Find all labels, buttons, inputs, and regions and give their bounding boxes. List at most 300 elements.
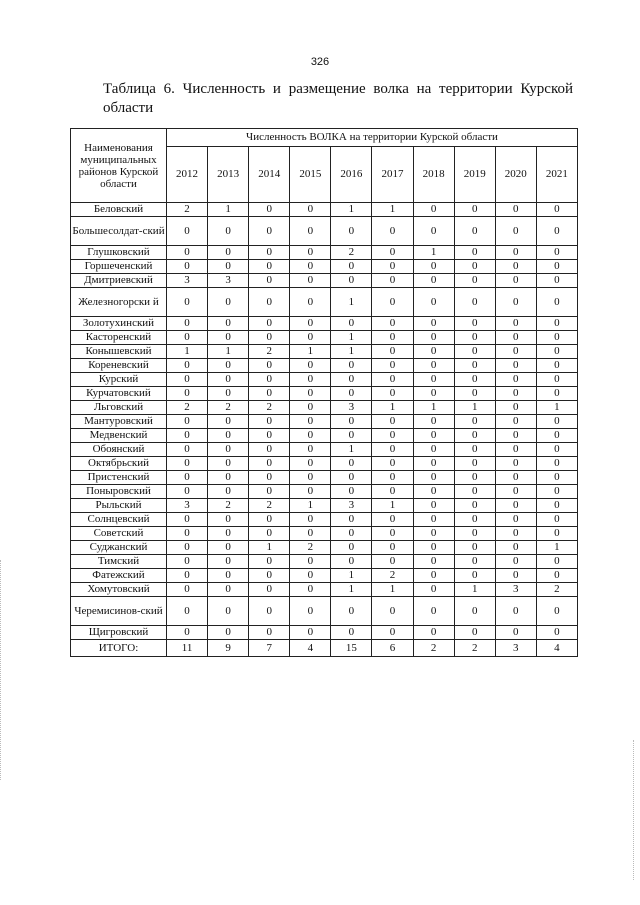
count-cell: 0 (536, 317, 577, 331)
table-row (71, 274, 578, 288)
count-cell: 0 (331, 457, 372, 471)
table-row (71, 217, 578, 246)
population-group-header: Численность ВОЛКА на территории Курской области (167, 129, 578, 147)
count-cell: 0 (495, 317, 536, 331)
count-cell: 0 (290, 443, 331, 457)
count-cell: 0 (167, 597, 208, 626)
count-cell: 1 (208, 203, 249, 217)
count-cell: 0 (208, 359, 249, 373)
count-cell: 0 (372, 597, 413, 626)
page-number: 326 (310, 56, 330, 68)
count-cell: 0 (249, 429, 290, 443)
count-cell: 0 (167, 217, 208, 246)
count-cell: 0 (290, 471, 331, 485)
count-cell: 0 (372, 443, 413, 457)
count-cell: 0 (454, 203, 495, 217)
count-cell: 0 (167, 288, 208, 317)
total-cell: 4 (536, 640, 577, 657)
count-cell: 0 (167, 317, 208, 331)
count-cell: 0 (331, 359, 372, 373)
count-cell: 0 (495, 288, 536, 317)
count-cell: 0 (331, 429, 372, 443)
count-cell: 0 (290, 331, 331, 345)
count-cell: 0 (536, 527, 577, 541)
count-cell: 3 (331, 499, 372, 513)
count-cell: 0 (536, 626, 577, 640)
count-cell: 0 (290, 203, 331, 217)
count-cell: 0 (454, 527, 495, 541)
count-cell: 0 (290, 429, 331, 443)
count-cell: 0 (167, 373, 208, 387)
count-cell: 0 (290, 597, 331, 626)
table-row (71, 429, 578, 443)
count-cell: 0 (536, 345, 577, 359)
district-name: Хомутовский (71, 583, 167, 597)
count-cell: 0 (167, 457, 208, 471)
district-name: Черемисинов-ский (71, 597, 167, 626)
count-cell: 0 (495, 331, 536, 345)
table-row (71, 317, 578, 331)
count-cell: 0 (454, 499, 495, 513)
table-row (71, 499, 578, 513)
count-cell: 0 (290, 217, 331, 246)
district-name: Фатежский (71, 569, 167, 583)
count-cell: 2 (167, 401, 208, 415)
count-cell: 1 (331, 443, 372, 457)
table-row (71, 513, 578, 527)
count-cell: 0 (413, 583, 454, 597)
count-cell: 0 (372, 288, 413, 317)
count-cell: 1 (454, 401, 495, 415)
count-cell: 0 (167, 513, 208, 527)
count-cell: 0 (413, 387, 454, 401)
count-cell: 0 (208, 583, 249, 597)
count-cell: 0 (413, 527, 454, 541)
count-cell: 1 (249, 541, 290, 555)
count-cell: 0 (536, 260, 577, 274)
count-cell: 1 (290, 499, 331, 513)
count-cell: 0 (249, 555, 290, 569)
count-cell: 0 (372, 429, 413, 443)
count-cell: 0 (413, 288, 454, 317)
district-name: Кореневский (71, 359, 167, 373)
count-cell: 0 (495, 274, 536, 288)
count-cell: 0 (331, 387, 372, 401)
count-cell: 0 (290, 288, 331, 317)
total-label: ИТОГО: (71, 640, 167, 657)
count-cell: 0 (208, 288, 249, 317)
district-name: Поныровский (71, 485, 167, 499)
count-cell: 0 (249, 527, 290, 541)
count-cell: 0 (372, 541, 413, 555)
count-cell: 0 (454, 217, 495, 246)
count-cell: 0 (413, 471, 454, 485)
count-cell: 2 (208, 401, 249, 415)
count-cell: 3 (495, 583, 536, 597)
count-cell: 0 (208, 443, 249, 457)
year-header: 2015 (290, 147, 331, 203)
district-column-header: Наименования муниципальных районов Курской области (71, 129, 167, 203)
total-cell: 6 (372, 640, 413, 657)
table-row (71, 387, 578, 401)
count-cell: 0 (454, 513, 495, 527)
year-header: 2020 (495, 147, 536, 203)
count-cell: 1 (372, 499, 413, 513)
count-cell: 0 (536, 485, 577, 499)
total-cell: 2 (413, 640, 454, 657)
count-cell: 0 (454, 260, 495, 274)
count-cell: 0 (249, 569, 290, 583)
count-cell: 1 (536, 541, 577, 555)
count-cell: 0 (167, 541, 208, 555)
count-cell: 0 (454, 246, 495, 260)
total-cell: 4 (290, 640, 331, 657)
table-row (71, 527, 578, 541)
count-cell: 0 (495, 401, 536, 415)
count-cell: 0 (290, 569, 331, 583)
count-cell: 0 (413, 359, 454, 373)
count-cell: 0 (331, 471, 372, 485)
count-cell: 0 (454, 569, 495, 583)
count-cell: 1 (290, 345, 331, 359)
table-row (71, 260, 578, 274)
count-cell: 0 (208, 597, 249, 626)
count-cell: 0 (249, 359, 290, 373)
total-cell: 15 (331, 640, 372, 657)
count-cell: 0 (454, 331, 495, 345)
count-cell: 0 (208, 471, 249, 485)
count-cell: 0 (249, 203, 290, 217)
count-cell: 0 (249, 443, 290, 457)
count-cell: 0 (495, 443, 536, 457)
count-cell: 0 (167, 415, 208, 429)
count-cell: 0 (208, 373, 249, 387)
district-name: Глушковский (71, 246, 167, 260)
count-cell: 0 (249, 387, 290, 401)
count-cell: 0 (454, 415, 495, 429)
count-cell: 0 (495, 457, 536, 471)
count-cell: 0 (290, 317, 331, 331)
count-cell: 0 (249, 288, 290, 317)
district-name: Золотухинский (71, 317, 167, 331)
count-cell: 0 (536, 373, 577, 387)
district-name: Солнцевский (71, 513, 167, 527)
count-cell: 0 (167, 359, 208, 373)
count-cell: 0 (167, 246, 208, 260)
count-cell: 0 (331, 485, 372, 499)
count-cell: 0 (208, 626, 249, 640)
count-cell: 0 (167, 485, 208, 499)
count-cell: 0 (495, 359, 536, 373)
count-cell: 3 (331, 401, 372, 415)
district-name: Конышевский (71, 345, 167, 359)
count-cell: 0 (249, 583, 290, 597)
table-row (71, 485, 578, 499)
count-cell: 0 (413, 597, 454, 626)
table-row (71, 345, 578, 359)
count-cell: 0 (372, 345, 413, 359)
count-cell: 0 (413, 626, 454, 640)
table-row (71, 443, 578, 457)
district-name: Курский (71, 373, 167, 387)
count-cell: 0 (249, 457, 290, 471)
count-cell: 0 (413, 203, 454, 217)
count-cell: 0 (413, 457, 454, 471)
count-cell: 0 (536, 331, 577, 345)
count-cell: 0 (331, 541, 372, 555)
count-cell: 1 (413, 401, 454, 415)
count-cell: 0 (249, 217, 290, 246)
count-cell: 0 (167, 626, 208, 640)
count-cell: 0 (208, 331, 249, 345)
total-row (71, 640, 578, 657)
count-cell: 1 (331, 331, 372, 345)
count-cell: 0 (290, 457, 331, 471)
count-cell: 0 (208, 555, 249, 569)
count-cell: 0 (536, 457, 577, 471)
count-cell: 0 (372, 485, 413, 499)
count-cell: 0 (208, 527, 249, 541)
table-row (71, 331, 578, 345)
total-cell: 2 (454, 640, 495, 657)
count-cell: 0 (249, 260, 290, 274)
count-cell: 0 (372, 387, 413, 401)
count-cell: 2 (249, 345, 290, 359)
count-cell: 0 (208, 217, 249, 246)
count-cell: 0 (249, 471, 290, 485)
count-cell: 2 (208, 499, 249, 513)
count-cell: 0 (536, 569, 577, 583)
count-cell: 0 (331, 373, 372, 387)
count-cell: 0 (454, 457, 495, 471)
count-cell: 0 (413, 569, 454, 583)
count-cell: 0 (495, 527, 536, 541)
table-row (71, 555, 578, 569)
count-cell: 0 (495, 217, 536, 246)
count-cell: 0 (208, 513, 249, 527)
count-cell: 0 (536, 429, 577, 443)
count-cell: 0 (454, 485, 495, 499)
table-row (71, 626, 578, 640)
table-row (71, 583, 578, 597)
count-cell: 0 (249, 246, 290, 260)
count-cell: 0 (208, 246, 249, 260)
count-cell: 1 (372, 203, 413, 217)
count-cell: 0 (413, 260, 454, 274)
year-header: 2018 (413, 147, 454, 203)
count-cell: 0 (495, 260, 536, 274)
district-name: Мантуровский (71, 415, 167, 429)
count-cell: 0 (249, 415, 290, 429)
count-cell: 0 (454, 626, 495, 640)
count-cell: 0 (372, 260, 413, 274)
count-cell: 0 (413, 429, 454, 443)
count-cell: 1 (331, 345, 372, 359)
count-cell: 1 (331, 583, 372, 597)
district-name: Большесолдат-ский (71, 217, 167, 246)
year-header: 2021 (536, 147, 577, 203)
count-cell: 0 (372, 217, 413, 246)
count-cell: 0 (454, 471, 495, 485)
count-cell: 0 (413, 373, 454, 387)
count-cell: 0 (372, 457, 413, 471)
count-cell: 0 (536, 246, 577, 260)
district-name: Касторенский (71, 331, 167, 345)
year-header: 2017 (372, 147, 413, 203)
count-cell: 0 (413, 541, 454, 555)
count-cell: 0 (372, 527, 413, 541)
count-cell: 0 (536, 443, 577, 457)
count-cell: 0 (536, 387, 577, 401)
count-cell: 0 (167, 471, 208, 485)
district-name: Пристенский (71, 471, 167, 485)
count-cell: 0 (454, 373, 495, 387)
count-cell: 1 (413, 246, 454, 260)
count-cell: 0 (454, 274, 495, 288)
count-cell: 0 (290, 527, 331, 541)
table-row (71, 373, 578, 387)
count-cell: 0 (249, 597, 290, 626)
count-cell: 0 (290, 373, 331, 387)
table-row (71, 359, 578, 373)
scan-edge-artifact (0, 560, 3, 780)
count-cell: 0 (495, 569, 536, 583)
count-cell: 0 (536, 513, 577, 527)
table-row (71, 457, 578, 471)
count-cell: 0 (249, 331, 290, 345)
count-cell: 0 (290, 246, 331, 260)
count-cell: 0 (536, 274, 577, 288)
count-cell: 0 (495, 513, 536, 527)
count-cell: 0 (536, 471, 577, 485)
count-cell: 0 (167, 387, 208, 401)
count-cell: 0 (372, 513, 413, 527)
count-cell: 0 (454, 597, 495, 626)
count-cell: 0 (208, 387, 249, 401)
count-cell: 0 (495, 345, 536, 359)
count-cell: 0 (454, 317, 495, 331)
total-cell: 9 (208, 640, 249, 657)
count-cell: 0 (413, 415, 454, 429)
count-cell: 2 (249, 401, 290, 415)
count-cell: 1 (372, 583, 413, 597)
count-cell: 0 (413, 317, 454, 331)
count-cell: 0 (495, 541, 536, 555)
count-cell: 0 (290, 513, 331, 527)
count-cell: 0 (413, 274, 454, 288)
count-cell: 0 (167, 260, 208, 274)
count-cell: 0 (413, 331, 454, 345)
count-cell: 0 (454, 345, 495, 359)
count-cell: 3 (208, 274, 249, 288)
count-cell: 0 (290, 387, 331, 401)
district-name: Щигровский (71, 626, 167, 640)
count-cell: 0 (208, 485, 249, 499)
count-cell: 1 (331, 203, 372, 217)
count-cell: 0 (372, 555, 413, 569)
count-cell: 0 (495, 499, 536, 513)
count-cell: 0 (331, 217, 372, 246)
district-name: Обоянский (71, 443, 167, 457)
district-name: Курчатовский (71, 387, 167, 401)
count-cell: 0 (167, 331, 208, 345)
count-cell: 0 (208, 541, 249, 555)
total-cell: 3 (495, 640, 536, 657)
district-name: Железногорски й (71, 288, 167, 317)
total-cell: 7 (249, 640, 290, 657)
count-cell: 0 (372, 246, 413, 260)
count-cell: 2 (331, 246, 372, 260)
count-cell: 0 (372, 317, 413, 331)
count-cell: 0 (249, 626, 290, 640)
count-cell: 0 (290, 359, 331, 373)
count-cell: 0 (454, 443, 495, 457)
year-header: 2013 (208, 147, 249, 203)
count-cell: 0 (208, 260, 249, 274)
count-cell: 0 (454, 387, 495, 401)
table-row (71, 288, 578, 317)
count-cell: 0 (454, 288, 495, 317)
count-cell: 0 (536, 203, 577, 217)
count-cell: 0 (331, 317, 372, 331)
count-cell: 0 (454, 359, 495, 373)
count-cell: 1 (372, 401, 413, 415)
count-cell: 0 (167, 583, 208, 597)
count-cell: 0 (290, 583, 331, 597)
count-cell: 0 (331, 597, 372, 626)
count-cell: 0 (249, 485, 290, 499)
table-body (71, 203, 578, 640)
count-cell: 0 (249, 373, 290, 387)
count-cell: 1 (536, 401, 577, 415)
count-cell: 0 (413, 443, 454, 457)
count-cell: 0 (290, 260, 331, 274)
district-name: Советский (71, 527, 167, 541)
count-cell: 0 (249, 317, 290, 331)
table-row (71, 246, 578, 260)
count-cell: 0 (536, 288, 577, 317)
year-header: 2014 (249, 147, 290, 203)
count-cell: 0 (208, 429, 249, 443)
count-cell: 0 (495, 626, 536, 640)
count-cell: 0 (413, 499, 454, 513)
table-row (71, 401, 578, 415)
count-cell: 0 (167, 555, 208, 569)
count-cell: 0 (290, 485, 331, 499)
count-cell: 0 (495, 373, 536, 387)
count-cell: 0 (331, 415, 372, 429)
count-cell: 0 (495, 415, 536, 429)
count-cell: 0 (249, 274, 290, 288)
count-cell: 0 (167, 569, 208, 583)
count-cell: 0 (167, 429, 208, 443)
district-name: Октябрьский (71, 457, 167, 471)
count-cell: 1 (454, 583, 495, 597)
count-cell: 2 (167, 203, 208, 217)
count-cell: 1 (331, 569, 372, 583)
district-name: Дмитриевский (71, 274, 167, 288)
count-cell: 0 (249, 513, 290, 527)
count-cell: 0 (331, 527, 372, 541)
district-name: Суджанский (71, 541, 167, 555)
count-cell: 0 (413, 345, 454, 359)
count-cell: 3 (167, 274, 208, 288)
count-cell: 0 (454, 555, 495, 569)
table-row (71, 471, 578, 485)
year-header: 2012 (167, 147, 208, 203)
count-cell: 0 (536, 217, 577, 246)
count-cell: 0 (495, 387, 536, 401)
